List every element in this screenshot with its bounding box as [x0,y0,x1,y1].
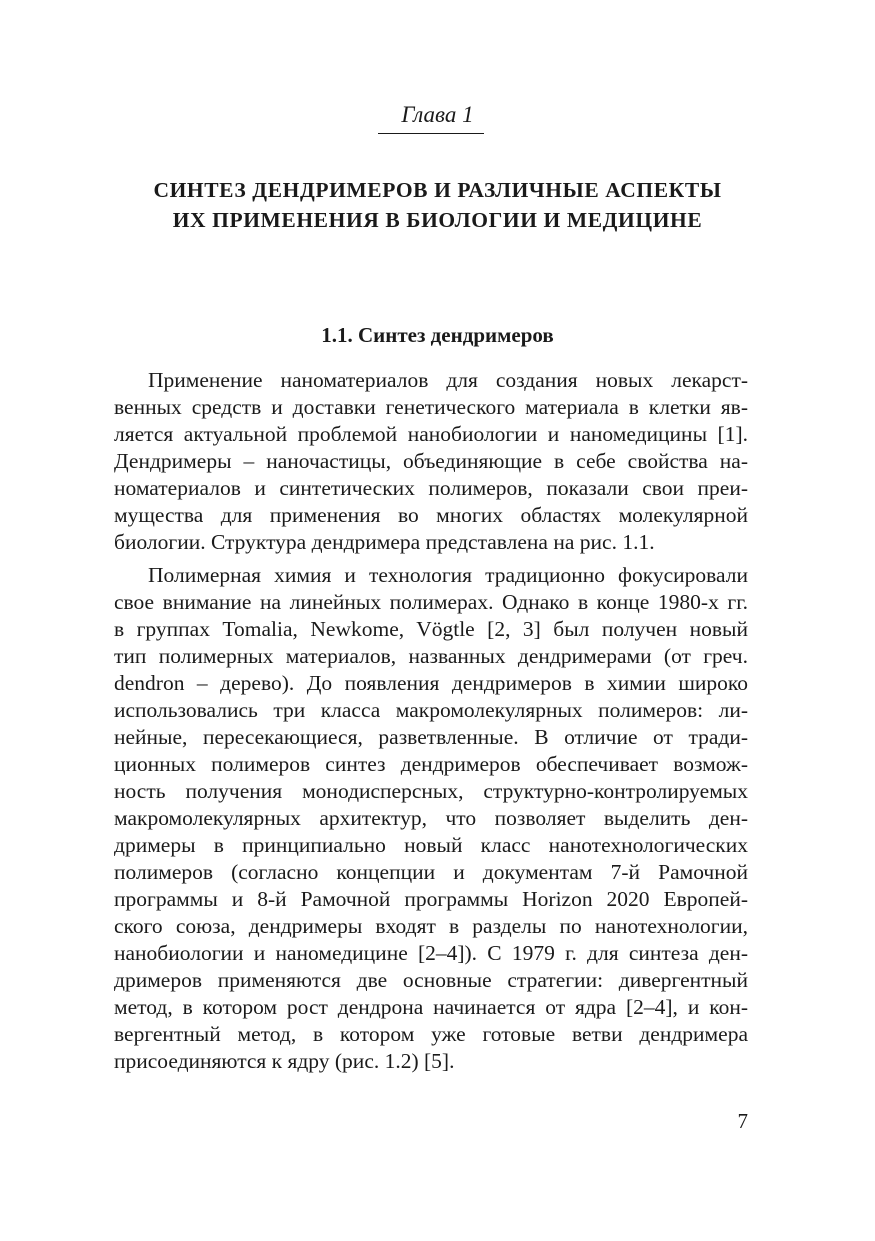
chapter-title-line: ИХ ПРИМЕНЕНИЯ В БИОЛОГИИ И МЕДИЦИНЕ [172,208,703,232]
text-line: присоединяются к ядру (рис. 1.2) [5]. [114,1049,455,1073]
paragraph [114,562,748,1075]
text-line: в группах Tomalia, Newkome, Vögtle [2, 3] был получен новый [114,617,748,641]
text-line: использовались три класса макромолекулярных полимеров: ли- [114,698,748,722]
text-line: полимеров (согласно концепции и документам 7-й Рамочной [114,860,748,884]
chapter-title [80,175,795,235]
text-line: венных средств и доставки генетического материала в клетки яв- [114,395,748,419]
text-line: ляется актуальной проблемой нанобиологии и наномедицины [1]. [114,422,748,446]
text-line: вергентный метод, в котором уже готовые ветви дендримера [114,1022,748,1046]
text-line: свое внимание на линейных полимерах. Однако в конце 1980-х гг. [114,590,748,614]
body-text [114,367,748,1081]
section-heading: 1.1. Синтез дендримеров [321,323,554,347]
chapter-underline [378,133,484,134]
text-line: нанобиологии и наномедицине [2–4]). С 1979 г. для синтеза ден- [114,941,748,965]
text-line: номатериалов и синтетических полимеров, показали свои преи- [114,476,748,500]
text-line: ность получения монодисперсных, структурно-контролируемых [114,779,748,803]
text-line: биологии. Структура дендримера представлена на рис. 1.1. [114,530,655,554]
chapter-title-line: СИНТЕЗ ДЕНДРИМЕРОВ И РАЗЛИЧНЫЕ АСПЕКТЫ [153,178,722,202]
text-line: ционных полимеров синтез дендримеров обеспечивает возмож- [114,752,748,776]
chapter-label: Глава 1 [401,102,474,127]
text-line: нейные, пересекающиеся, разветвленные. В отличие от тради- [114,725,748,749]
text-line: дримеров применяются две основные стратегии: дивергентный [114,968,748,992]
text-line: программы и 8-й Рамочной программы Horizon 2020 Европей- [114,887,748,911]
text-line: Применение наноматериалов для создания новых лекарст- [148,368,748,392]
text-line: дримеры в принципиально новый класс нанотехнологических [114,833,748,857]
text-line: макромолекулярных архитектур, что позволяет выделить ден- [114,806,748,830]
text-line: dendron – дерево). До появления дендримеров в химии широко [114,671,748,695]
text-line: тип полимерных материалов, названных дендримерами (от греч. [114,644,748,668]
page-number: 7 [737,1109,748,1133]
text-line: Дендримеры – наночастицы, объединяющие в себе свойства на- [114,449,748,473]
paragraph [114,367,748,556]
text-line: метод, в котором рост дендрона начинается от ядра [2–4], и кон- [114,995,748,1019]
text-line: Полимерная химия и технология традиционно фокусировали [148,563,748,587]
text-line: ского союза, дендримеры входят в разделы по нанотехнологии, [114,914,748,938]
text-line: мущества для применения во многих областях молекулярной [114,503,748,527]
